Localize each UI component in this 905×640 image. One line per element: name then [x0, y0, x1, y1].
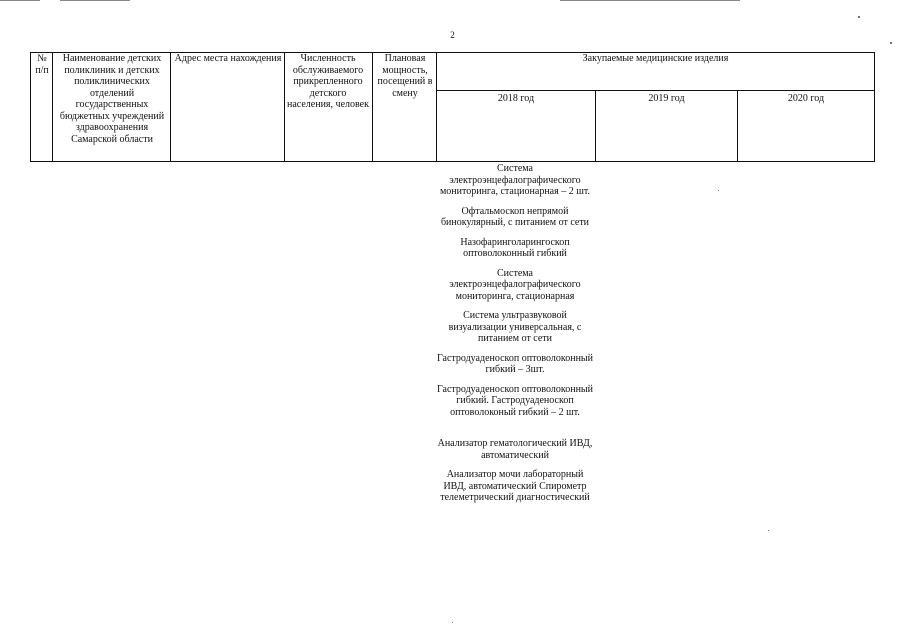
list-item: Система электроэнцефалографического мониторинга, стационарная – 2 шт.: [439, 163, 591, 197]
table-border-left: [30, 52, 31, 162]
scan-speck: [890, 42, 892, 44]
column-divider: [436, 52, 437, 162]
list-item: Анализатор мочи лабораторный ИВД, автоматический Спирометр телеметрический диагностический: [440, 469, 590, 503]
list-item: Гастродуаденоскоп оптоволоконный гибкий – 3шт.: [436, 352, 593, 375]
table-border-bottom: [30, 161, 875, 162]
equipment-list: [436, 163, 594, 512]
scan-speck: [858, 16, 860, 18]
table-border-right: [874, 52, 875, 162]
column-divider: [170, 52, 171, 162]
list-item: Система ультразвуковой визуализации универсальная, с питанием от сети: [448, 310, 582, 344]
column-divider: [284, 52, 285, 162]
list-item: Офтальмоскоп непрямой бинокулярный, с питанием от сети: [440, 205, 590, 228]
header-address: Адрес места нахождения: [174, 53, 282, 64]
column-divider: [372, 52, 373, 162]
scan-speck: [452, 622, 453, 623]
list-item: Назофаринголарингоскоп оптоволоконный гибкий: [460, 236, 570, 259]
column-divider: [52, 52, 53, 162]
header-year-2019: 2019 год: [648, 93, 685, 104]
list-item: Гастродуаденоскоп оптоволоконный гибкий. Гастродуаденоскоп оптоволоконый гибкий – 2 шт.: [436, 383, 593, 418]
page-number: 2: [450, 30, 455, 40]
scan-artifact-top-left: [0, 0, 40, 1]
header-name: Наименование детских поликлиник и детских поликлинических отделений государственных бюджетных учреждений здравоохранения Самарской области: [59, 53, 165, 145]
scan-speck: [768, 530, 769, 531]
list-item: Система электроэнцефалографического мониторинга, стационарная: [449, 267, 581, 302]
header-purchased: Закупаемые медицинские изделия: [582, 53, 729, 64]
scan-artifact-top-right: [560, 0, 740, 1]
header-year-2018: 2018 год: [497, 93, 535, 104]
table-subheader-line: [436, 90, 875, 91]
header-num: № п/п: [35, 53, 49, 76]
header-year-2020: 2020 год: [787, 93, 825, 104]
scan-artifact-top-mid: [60, 0, 130, 1]
scan-speck: [718, 190, 719, 191]
header-population: Численность обслуживаемого прикрепленного детского населения, человек: [287, 53, 369, 110]
table-header: [30, 52, 875, 162]
list-item: Анализатор гематологический ИВД, автоматический: [437, 438, 593, 461]
header-capacity: Плановая мощность, посещений в смену: [377, 53, 433, 99]
